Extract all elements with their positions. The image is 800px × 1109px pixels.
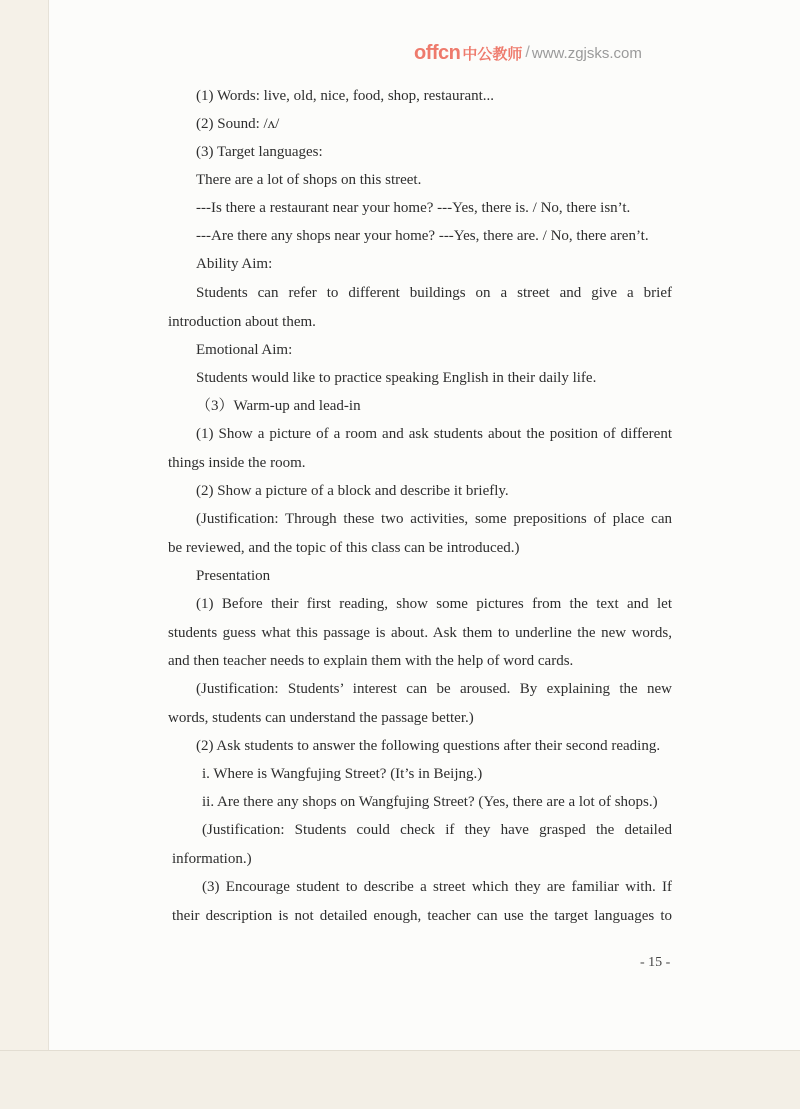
presentation-step-3-cont: their description is not detailed enough, teacher can use the target languages to	[172, 908, 672, 924]
warm-up-step-2: (2) Show a picture of a block and describe it briefly.	[196, 483, 509, 499]
ability-aim-heading: Ability Aim:	[196, 256, 273, 272]
presentation-step-1-cont: students guess what this passage is about. Ask them to underline the new words,	[168, 625, 672, 641]
question-1: i. Where is Wangfujing Street? (It’s in Beijng.)	[202, 766, 483, 782]
emotional-aim-text: Students would like to practice speaking English in their daily life.	[196, 370, 597, 386]
presentation-step-1-cont-2: and then teacher needs to explain them with the help of word cards.	[168, 653, 574, 669]
warm-up-justification-cont: be reviewed, and the topic of this class can be introduced.)	[168, 540, 520, 556]
warm-up-step-1: (1) Show a picture of a room and ask students about the position of different	[196, 426, 672, 442]
target-sentence-2: ---Is there a restaurant near your home? ---Yes, there is. / No, there isn’t.	[196, 200, 631, 216]
target-sentence-1: There are a lot of shops on this street.	[196, 172, 422, 188]
brand-name-cn: 中公教师	[462, 44, 523, 63]
presentation-justification-1-cont: words, students can understand the passage better.)	[168, 710, 474, 726]
presentation-justification-2-cont: information.)	[172, 851, 252, 867]
words-line: (1) Words: live, old, nice, food, shop, restaurant...	[196, 88, 495, 104]
question-2: ii. Are there any shops on Wangfujing Street? (Yes, there are a lot of shops.)	[202, 794, 658, 810]
page-number: - 15 -	[640, 955, 671, 970]
presentation-justification-1: (Justification: Students’ interest can be aroused. By explaining the new	[196, 681, 672, 697]
sound-line: (2) Sound: /ʌ/	[196, 116, 280, 132]
presentation-step-2: (2) Ask students to answer the following questions after their second reading.	[196, 738, 661, 754]
publisher-header	[414, 38, 642, 68]
scan-margin	[0, 1050, 800, 1109]
warm-up-step-1-cont: things inside the room.	[168, 455, 306, 471]
presentation-step-3: (3) Encourage student to describe a street which they are familiar with. If	[202, 879, 672, 895]
header-separator: /	[525, 44, 530, 61]
warm-up-justification: (Justification: Through these two activities, some prepositions of place can	[196, 511, 672, 527]
presentation-step-1: (1) Before their first reading, show some pictures from the text and let	[196, 596, 672, 612]
ability-aim-text: Students can refer to different buildings on a street and give a brief	[196, 285, 672, 301]
brand-logo: offcn	[414, 41, 461, 64]
emotional-aim-heading: Emotional Aim:	[196, 342, 293, 358]
presentation-heading: Presentation	[196, 568, 271, 584]
ability-aim-text-cont: introduction about them.	[168, 314, 316, 330]
website-url: www.zgjsks.com	[531, 44, 642, 62]
target-sentence-3: ---Are there any shops near your home? ---Yes, there are. / No, there aren’t.	[196, 228, 649, 244]
target-languages-heading: (3) Target languages:	[196, 144, 323, 160]
presentation-justification-2: (Justification: Students could check if they have grasped the detailed	[202, 822, 672, 838]
warm-up-heading: （3）Warm-up and lead-in	[196, 398, 361, 414]
